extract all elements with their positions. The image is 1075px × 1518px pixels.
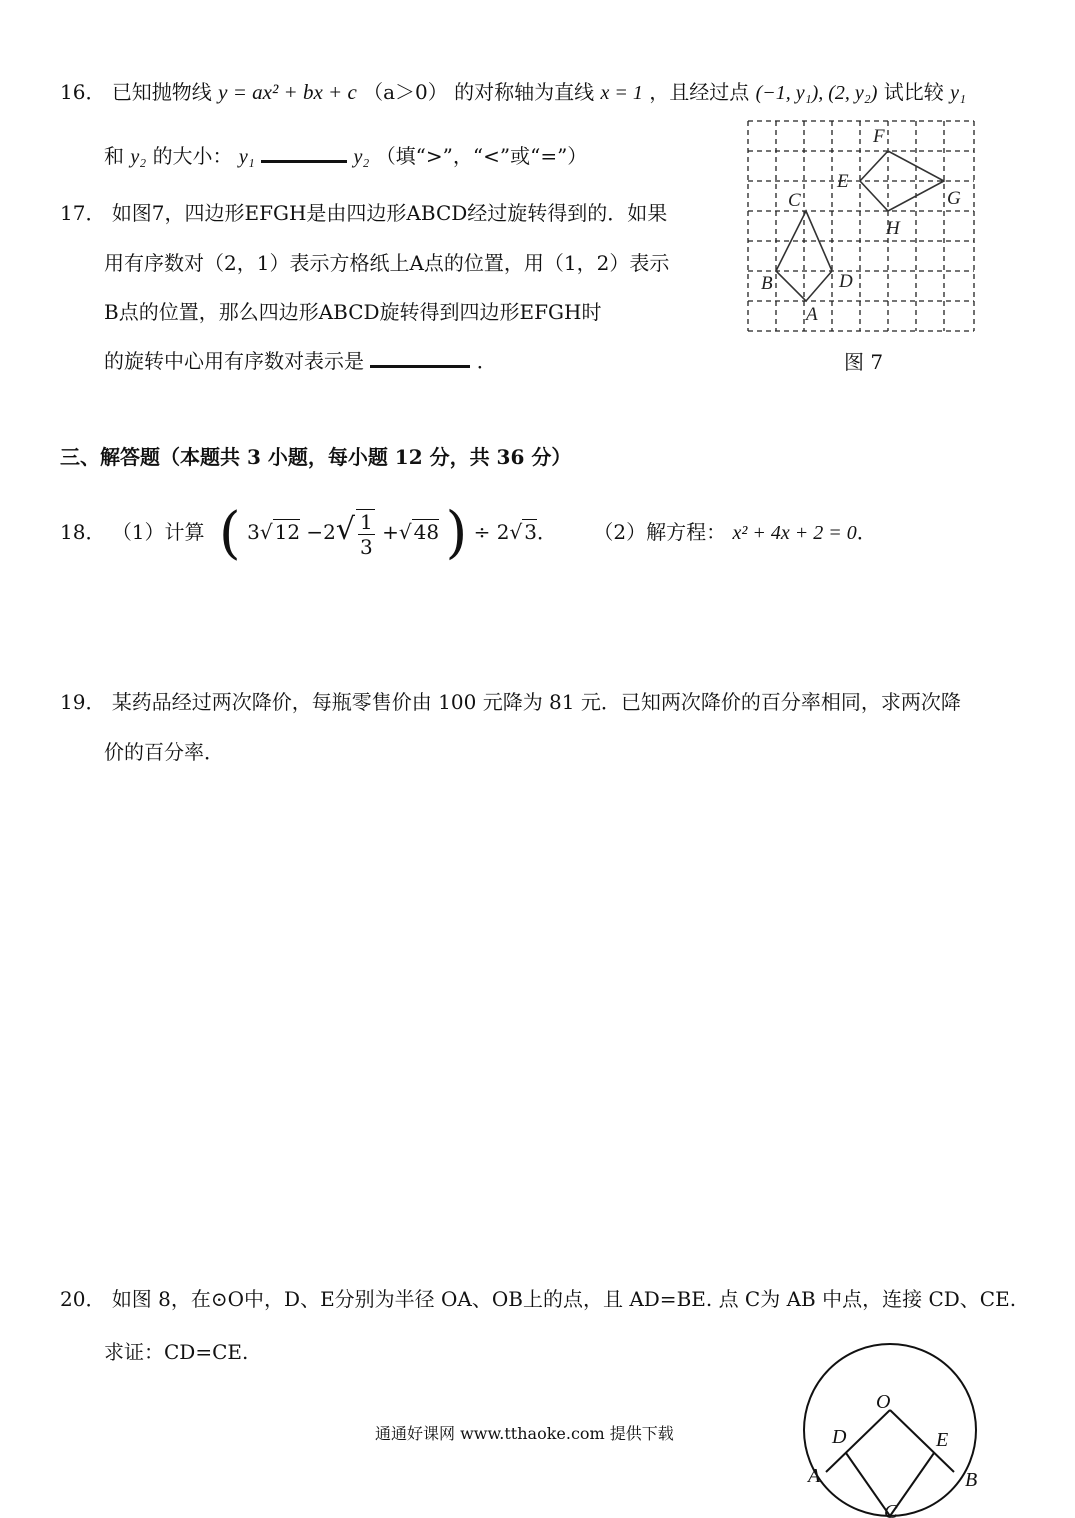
- q17-text-1: 如图7，四边形EFGH是由四边形ABCD经过旋转得到的．如果: [111, 201, 668, 225]
- q19-text-1: 某药品经过两次降价，每瓶零售价由 100 元降为 81 元．已知两次降价的百分率相同，求两次降: [111, 690, 961, 714]
- q18-expr-end: ．: [537, 520, 557, 544]
- q16-line2-b: 的大小：: [152, 144, 233, 168]
- q19-line1: [60, 688, 961, 716]
- q20-number: 20．: [60, 1287, 106, 1311]
- q16-axis: x = 1: [600, 82, 643, 104]
- q16-y1-b: y₁: [238, 146, 255, 168]
- section-3-title: 三、解答题（本题共 3 小题，每小题 12 分，共 36 分）: [60, 445, 572, 469]
- q18-expr-d: ÷ 2: [473, 520, 510, 544]
- q17-answer-blank: [370, 347, 470, 368]
- q20-line2: 求证：CD=CE.: [104, 1340, 249, 1364]
- q17-line2: 用有序数对（2，1）表示方格纸上A点的位置，用（1，2）表示: [104, 251, 670, 275]
- q16-condition: （a＞0）: [363, 80, 448, 104]
- q16-y2-b: y₂: [353, 146, 370, 168]
- q16-answer-blank: [261, 142, 347, 163]
- q16-points: (−1, y₁), (2, y₂): [755, 82, 878, 104]
- q16-text-b: 的对称轴为直线: [454, 80, 595, 104]
- label-h: H: [886, 218, 900, 239]
- q17-text-4-end: ．: [476, 349, 497, 373]
- q18-fraction: $\frac{1}{3}$: [356, 509, 375, 559]
- label-a: A: [806, 304, 818, 325]
- q18-expr-c: +: [382, 520, 399, 544]
- q18-radicand-3: 3: [524, 520, 537, 544]
- q18-expr-a: 3: [247, 520, 260, 544]
- q16-line2-c: （填“>”，“<”或“=”）: [375, 144, 588, 168]
- grid-lines: [748, 121, 974, 331]
- label-c: C: [788, 190, 801, 211]
- q16-line2: [104, 142, 587, 171]
- label-d: D: [839, 271, 853, 292]
- q16-y1: y₁: [950, 82, 966, 104]
- q18-radicand-2: 48: [413, 520, 440, 544]
- footer-credit: 通通好课网 www.tthaoke.com 提供下载: [375, 1424, 674, 1443]
- q20-line1: [60, 1285, 1016, 1313]
- label-e8: E: [936, 1429, 949, 1451]
- q17-number: 17．: [60, 201, 106, 225]
- q16-line1: [60, 78, 966, 107]
- q20-text-1: 如图 8，在⊙O中，D、E分别为半径 OA、OB上的点，且 AD=BE. 点 C为 AB 中点，连接 CD、CE.: [111, 1287, 1017, 1311]
- q16-y2-a: y₂: [130, 146, 147, 168]
- label-f: F: [873, 126, 885, 147]
- label-g: G: [947, 188, 961, 209]
- label-e: E: [837, 171, 849, 192]
- q18-part2-label: （2）解方程：: [593, 520, 727, 544]
- label-a8: A: [808, 1465, 821, 1487]
- q18-expr-b: −2: [306, 520, 336, 544]
- q17-text-4: 的旋转中心用有序数对表示是: [104, 349, 364, 373]
- q18-radicand-1: 12: [274, 520, 301, 544]
- label-b: B: [761, 273, 773, 294]
- label-o: O: [876, 1391, 891, 1413]
- q16-text-c: ，且经过点: [649, 80, 750, 104]
- figure-7-grid: [745, 118, 980, 338]
- q18-part1-label: （1）计算: [111, 520, 205, 544]
- label-b8: B: [965, 1469, 978, 1491]
- q18-right-paren: ): [445, 500, 468, 566]
- q18-left-paren: (: [218, 500, 241, 566]
- q19-number: 19．: [60, 690, 106, 714]
- q16-number: 16．: [60, 80, 106, 104]
- q16-text-d: 试比较: [883, 80, 944, 104]
- q16-text-a: 已知抛物线: [111, 80, 212, 104]
- q18-line: 18． （1）计算 ( 3√ 12 −2√ $\frac{1}{3}$ +√ 48 ) ÷ 2√ 3． （2）解方程： x² + 4x + 2 = 0．: [60, 500, 877, 566]
- q17-line1: [60, 199, 667, 227]
- label-c8: C: [884, 1501, 898, 1518]
- q18-equation: x² + 4x + 2 = 0: [732, 522, 857, 544]
- q19-line2: 价的百分率．: [104, 740, 224, 764]
- q18-equation-end: ．: [856, 520, 877, 544]
- q16-line2-a: 和: [104, 144, 124, 168]
- q16-parabola: y = ax² + bx + c: [218, 80, 357, 104]
- figure-8-circle: [790, 1330, 1000, 1518]
- q17-line3: B点的位置，那么四边形ABCD旋转得到四边形EFGH时: [104, 300, 602, 324]
- figure-7-caption: 图 7: [844, 350, 884, 374]
- circle-o: [804, 1344, 976, 1516]
- q18-number: 18．: [60, 520, 106, 544]
- label-d8: D: [832, 1426, 847, 1448]
- q17-line4: [104, 347, 497, 375]
